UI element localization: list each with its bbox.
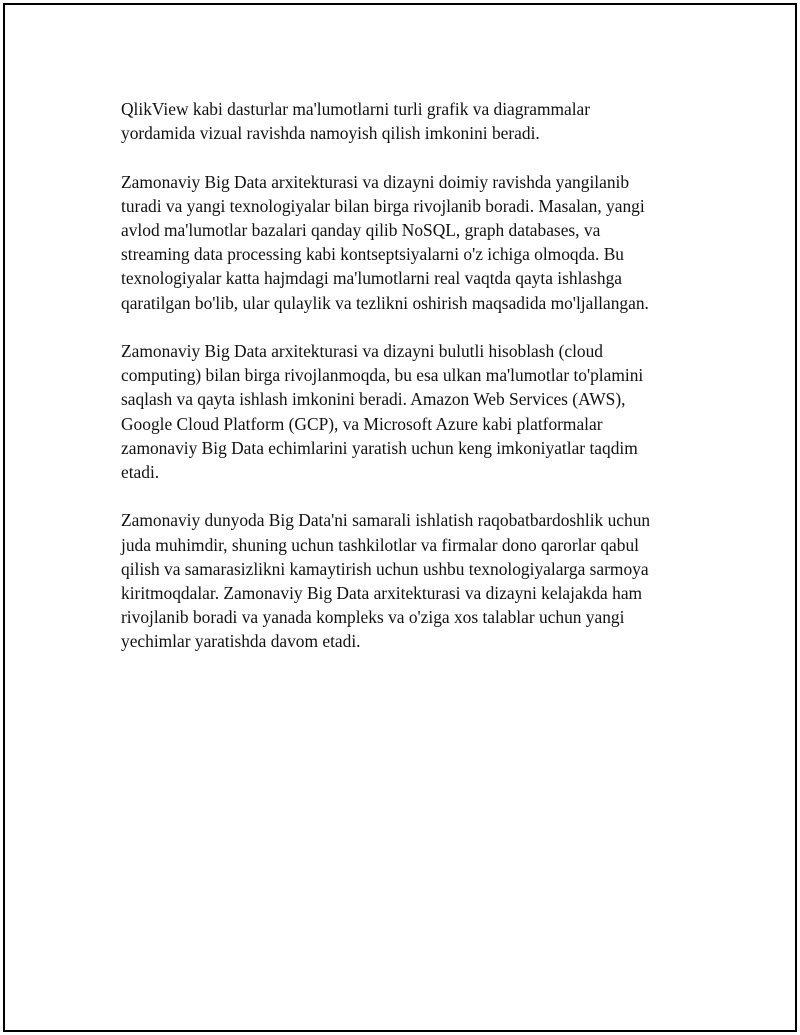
paragraph-line: kiritmoqdalar. Zamonaviy Big Data arxitekturasi va dizayni kelajakda ham: [121, 583, 643, 604]
paragraph-line: Google Cloud Platform (GCP), va Microsoft Azure kabi platformalar: [121, 413, 603, 434]
paragraph-line: qaratilgan bo'lib, ular qulaylik va tezlikni oshirish maqsadida mo'ljallangan.: [121, 292, 649, 313]
paragraph-line: saqlash va qayta ishlash imkonini beradi. Amazon Web Services (AWS),: [121, 389, 626, 410]
paragraph-3: [121, 339, 701, 484]
document-body: [121, 97, 701, 678]
paragraph-line: rivojlanib boradi va yanada kompleks va o'ziga xos talablar uchun yangi: [121, 607, 625, 628]
paragraph-line: Zamonaviy Big Data arxitekturasi va dizayni doimiy ravishda yangilanib: [121, 171, 630, 192]
paragraph-line: turadi va yangi texnologiyalar bilan birga rivojlanib boradi. Masalan, yangi: [121, 195, 645, 216]
paragraph-line: streaming data processing kabi kontseptsiyalarni o'z ichiga olmoqda. Bu: [121, 244, 624, 265]
page-frame: [3, 3, 797, 1032]
paragraph-2: [121, 170, 701, 315]
paragraph-line: yordamida vizual ravishda namoyish qilish imkonini beradi.: [121, 123, 540, 144]
paragraph-line: computing) bilan birga rivojlanmoqda, bu esa ulkan ma'lumotlar to'plamini: [121, 365, 644, 386]
paragraph-line: avlod ma'lumotlar bazalari qanday qilib NoSQL, graph databases, va: [121, 220, 601, 240]
paragraph-line: Zamonaviy dunyoda Big Data'ni samarali ishlatish raqobatbardoshlik uchun: [121, 510, 651, 531]
paragraph-line: juda muhimdir, shuning uchun tashkilotlar va firmalar dono qarorlar qabul: [121, 534, 639, 555]
paragraph-line: qilish va samarasizlikni kamaytirish uchun ushbu texnologiyalarga sarmoya: [121, 558, 649, 579]
paragraph-line: zamonaviy Big Data echimlarini yaratish uchun keng imkoniyatlar taqdim: [121, 437, 638, 458]
paragraph-line: QlikView kabi dasturlar ma'lumotlarni turli grafik va diagrammalar: [121, 99, 591, 119]
paragraph-4: [121, 508, 701, 653]
paragraph-line: Zamonaviy Big Data arxitekturasi va dizayni bulutli hisoblash (cloud: [121, 341, 603, 361]
paragraph-line: etadi.: [121, 462, 160, 483]
paragraph-1: [121, 97, 701, 145]
paragraph-line: yechimlar yaratishda davom etadi.: [121, 631, 361, 652]
paragraph-line: texnologiyalar katta hajmdagi ma'lumotlarni real vaqtda qayta ishlashga: [121, 268, 623, 289]
